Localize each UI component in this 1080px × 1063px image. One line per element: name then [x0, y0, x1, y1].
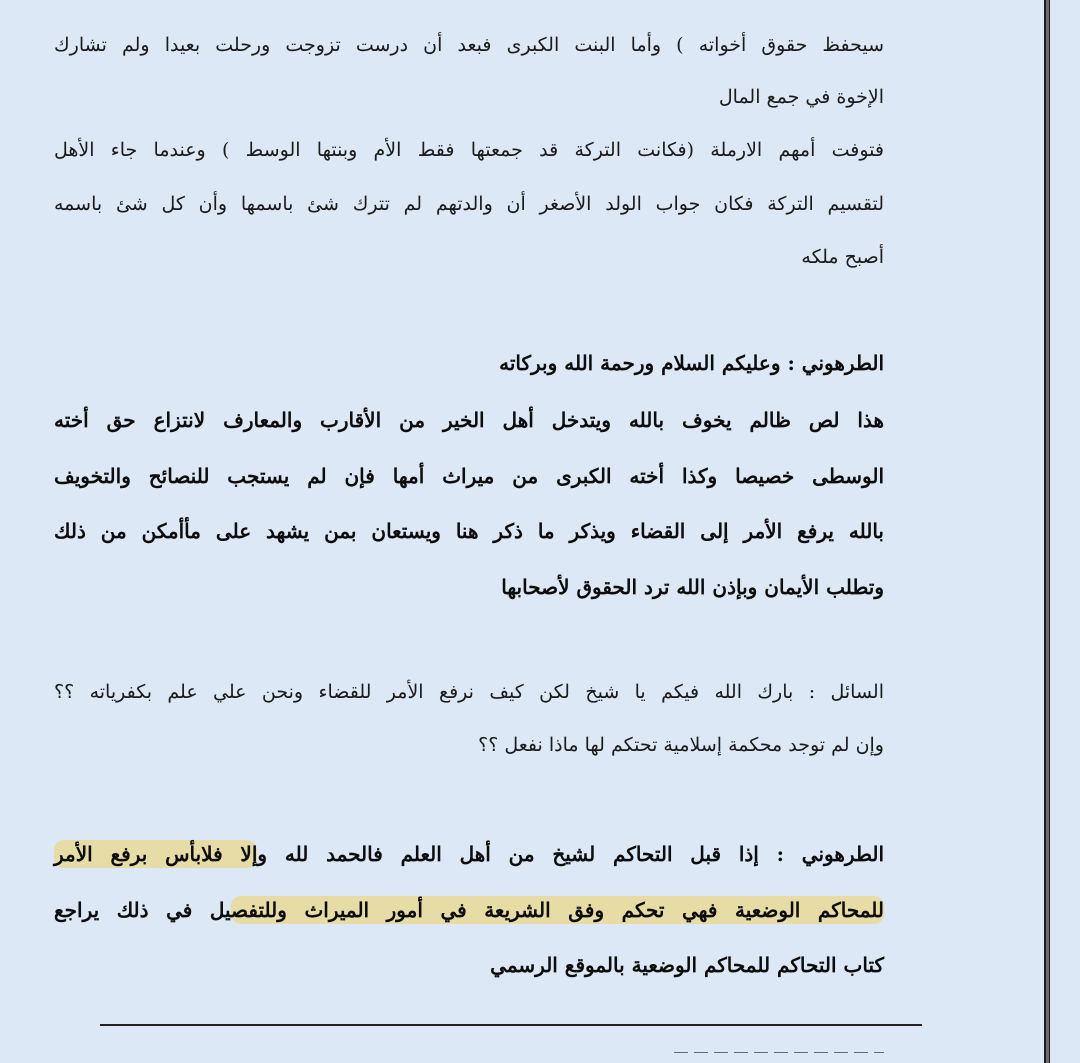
answer1-greeting: الطرهوني : وعليكم السلام ورحمة الله وبركاته [499, 351, 884, 375]
paragraph2-line3: أصبح ملكه [801, 246, 884, 268]
answer2-line2-highlight: للمحاكم الوضعية فهي تحكم وفق الشريعة في أمور الميراث وللتفص [231, 898, 885, 922]
paragraph2-line1: فتوفت أمهم الارملة (فكانت التركة قد جمعتها فقط الأم وبنتها الوسط ) وعندما جاء الأهل [54, 139, 884, 161]
cutoff-text-fragment [54, 1052, 884, 1063]
horizontal-rule [100, 1024, 922, 1026]
paragraph1-line1: سيحفظ حقوق أخواته ) وأما البنت الكبرى فبعد أن درست تزوجت ورحلت بعيدا ولم تشارك [54, 34, 884, 56]
answer1-line3: بالله يرفع الأمر إلى القضاء ويذكر ما ذكر هنا ويستعان بمن يشهد على مأأمكن من ذلك [54, 519, 884, 543]
page-edge-bar [1044, 0, 1080, 1063]
paragraph1-line2: الإخوة في جمع المال [718, 86, 884, 108]
question-line1: السائل : بارك الله فيكم يا شيخ لكن كيف نرفع الأمر للقضاء ونحن علي علم بكفرياته ؟؟ [54, 681, 884, 703]
answer2-line1-highlight: إلا فلابأس برفع الأمر [54, 842, 258, 866]
answer1-line2: الوسطى خصيصا وكذا أخته الكبرى من ميراث أمها فإن لم يستجب للنصائح والتخويف [54, 464, 884, 488]
answer2-line2 [54, 898, 884, 922]
answer1-line4: وتطلب الأيمان وبإذن الله ترد الحقوق لأصحابها [501, 575, 884, 599]
answer1-line1: هذا لص ظالم يخوف بالله ويتدخل أهل الخير من الأقارب والمعارف لانتزاع حق أخته [54, 408, 884, 432]
answer2-line3: كتاب التحاكم للمحاكم الوضعية بالموقع الرسمي [490, 953, 884, 977]
answer2-line1-text: الطرهوني : إذا قبل التحاكم لشيخ من أهل العلم فالحمد لله و [257, 842, 885, 866]
paragraph2-line2: لتقسيم التركة فكان جواب الولد الأصغر أن والدتهم لم تترك شئ باسمها وأن كل شئ باسمه [54, 193, 884, 215]
answer2-line1 [54, 842, 884, 866]
answer2-line2-text: يل في ذلك يراجع [54, 898, 232, 922]
question-line2: وإن لم توجد محكمة إسلامية تحتكم لها ماذا نفعل ؟؟ [478, 734, 884, 756]
